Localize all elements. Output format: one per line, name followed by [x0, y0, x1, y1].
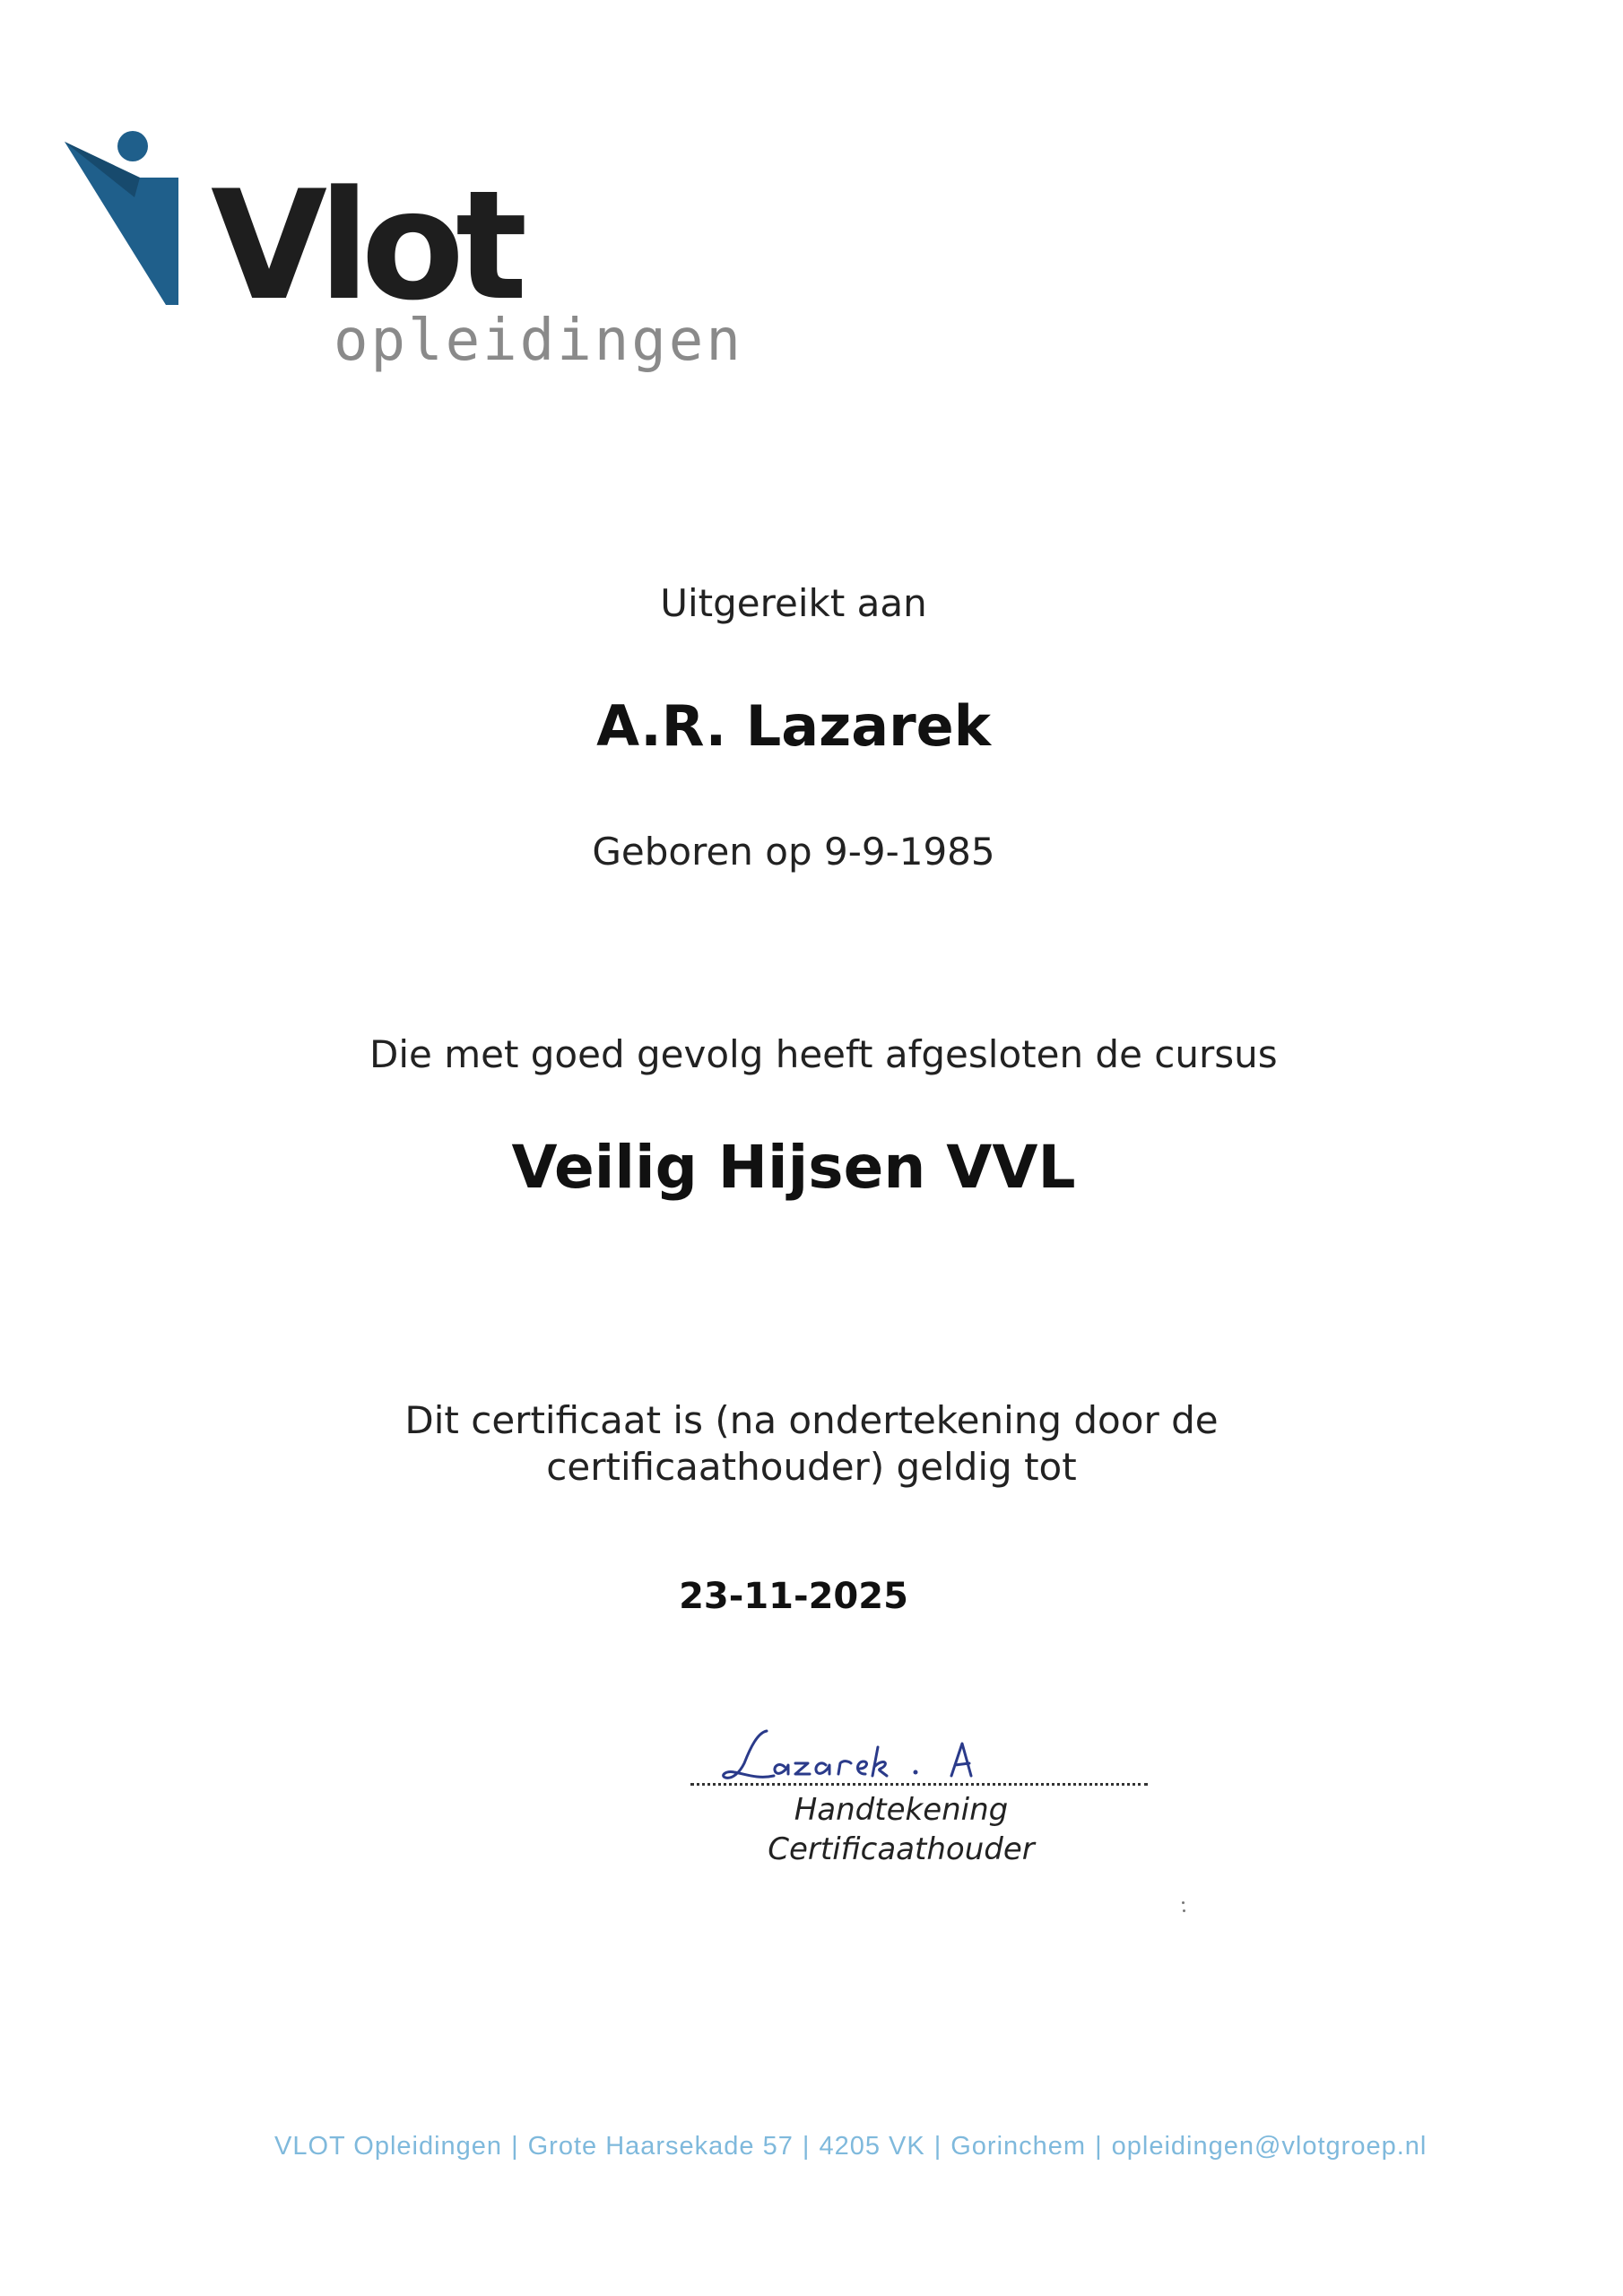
valid-until-date: 23-11-2025: [679, 1576, 908, 1617]
footer-separator: |: [802, 2132, 811, 2161]
footer-address: [274, 2128, 1530, 2164]
footer-separator: |: [933, 2132, 942, 2161]
person-figure-icon: [54, 117, 197, 323]
footer-separator: |: [511, 2132, 519, 2161]
vlot-logo: [54, 117, 771, 386]
completed-course-line: Die met goed gevolg heeft afgesloten de cursus: [369, 1032, 1278, 1076]
validity-line-2: certificaathouder) geldig tot: [546, 1445, 1077, 1489]
logo-subtitle: opleidingen: [334, 308, 743, 374]
footer-email: opleidingen@vlotgroep.nl: [1111, 2132, 1428, 2161]
handwritten-signature: [695, 1720, 1143, 1792]
scan-speck: [1183, 1909, 1185, 1912]
scan-speck: [1182, 1901, 1185, 1904]
course-name: Veilig Hijsen VVL: [511, 1133, 1076, 1202]
signature-label: Handtekening Certificaathouder: [768, 1792, 1035, 1867]
signature-line: [690, 1783, 1148, 1786]
signature-block: [659, 1720, 1161, 1867]
birth-date-line: Geboren op 9-9-1985: [592, 830, 995, 874]
validity-line-1: Dit certificaat is (na ondertekening door de: [404, 1398, 1219, 1442]
logo-wordmark: Vlot: [211, 158, 519, 334]
footer-city: Gorinchem: [950, 2132, 1087, 2161]
footer-street: Grote Haarsekade 57: [527, 2132, 794, 2161]
validity-text: [0, 1397, 1623, 1491]
footer-company: VLOT Opleidingen: [274, 2132, 503, 2161]
issued-label: Uitgereikt aan: [660, 581, 927, 625]
footer-separator: |: [1095, 2132, 1103, 2161]
holder-name: A.R. Lazarek: [596, 693, 991, 759]
footer-postcode: 4205 VK: [819, 2132, 925, 2161]
